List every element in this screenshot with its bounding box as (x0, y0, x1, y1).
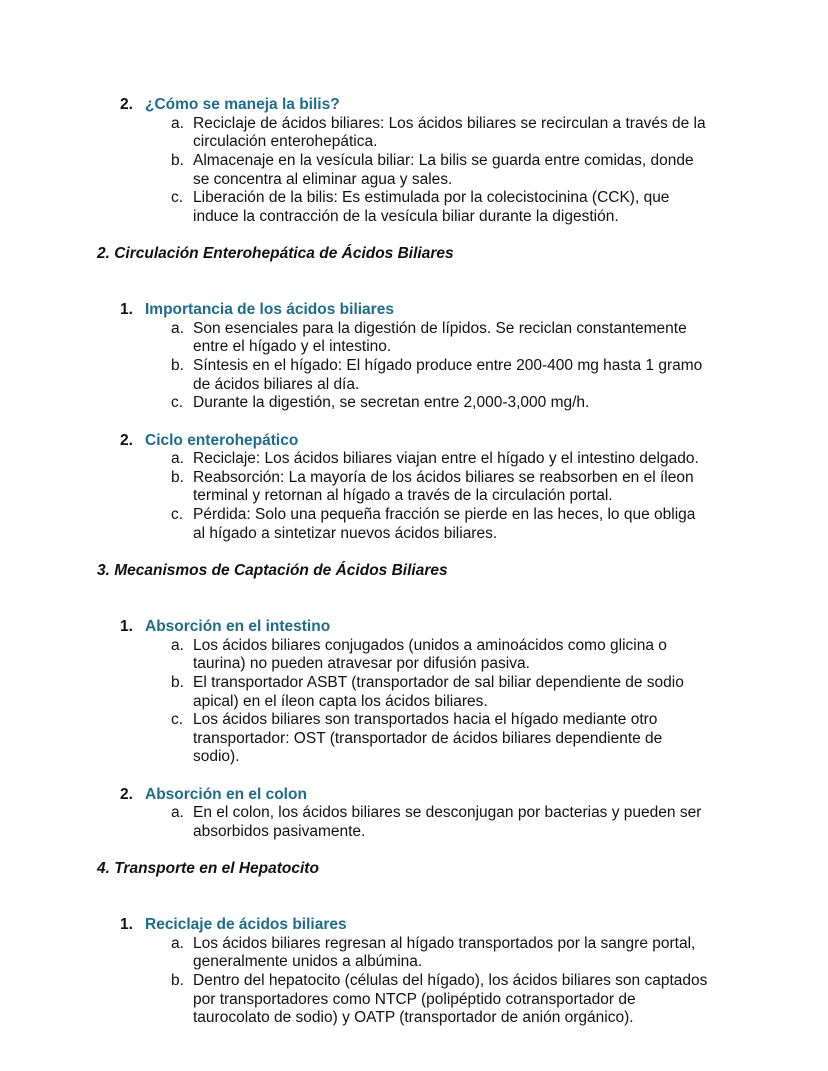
sub-item-line (0, 506, 828, 525)
sub-item-line (0, 376, 828, 395)
sub-item-line (0, 804, 828, 823)
item-number: 1. (120, 916, 133, 934)
sub-item-text: taurina) no pueden atravesar por difusión pasiva. (193, 655, 530, 673)
document-body (0, 96, 828, 1028)
sub-item-text: Reciclaje de ácidos biliares: Los ácidos biliares se recirculan a través de la (193, 114, 706, 132)
sub-item-line (0, 469, 828, 488)
sub-item-line (0, 730, 828, 749)
blank-line (0, 413, 828, 432)
sub-item-line (0, 953, 828, 972)
sub-item-text: En el colon, los ácidos biliares se desconjugan por bacterias y pueden ser (193, 804, 702, 822)
sub-item-line (0, 693, 828, 712)
sub-item-letter: a. (171, 114, 184, 132)
sub-item-line (0, 655, 828, 674)
item-title: Importancia de los ácidos biliares (145, 301, 394, 319)
blank-line (0, 226, 828, 245)
sub-item-letter: b. (171, 972, 184, 990)
list-item-heading (0, 618, 828, 637)
sub-item-line (0, 525, 828, 544)
sub-item-letter: b. (171, 468, 184, 486)
sub-item-text: Los ácidos biliares conjugados (unidos a aminoácidos como glicina o (193, 636, 667, 654)
sub-item-line (0, 189, 828, 208)
item-number: 2. (120, 96, 133, 113)
sub-item-text: se concentra al eliminar agua y sales. (193, 170, 453, 188)
sub-item-text: Durante la digestión, se secretan entre 2,000-3,000 mg/h. (193, 394, 590, 412)
sub-item-letter: a. (171, 934, 184, 952)
sub-item-letter: a. (171, 319, 184, 337)
sub-item-letter: a. (171, 804, 184, 822)
sub-item-letter: c. (171, 189, 184, 207)
sub-item-text: transportador: OST (transportador de ácidos biliares dependiente de (193, 729, 663, 747)
item-title: Absorción en el colon (145, 785, 307, 803)
sub-item-text: El transportador ASBT (transportador de sal biliar dependiente de sodio (193, 673, 684, 691)
sub-item-line (0, 133, 828, 152)
sub-item-text: al hígado a sintetizar nuevos ácidos biliares. (193, 524, 498, 542)
item-title: Absorción en el intestino (145, 617, 331, 635)
item-number: 1. (120, 301, 133, 319)
sub-item-text: induce la contracción de la vesícula biliar durante la digestión. (193, 207, 619, 225)
sub-item-letter: c. (171, 711, 184, 729)
sub-item-text: Pérdida: Solo una pequeña fracción se pierde en las heces, lo que obliga (193, 506, 696, 524)
sub-item-text: apical) en el íleon capta los ácidos biliares. (193, 692, 488, 710)
section-heading: 4. Transporte en el Hepatocito (97, 860, 319, 878)
blank-line (0, 842, 828, 861)
item-number: 1. (120, 617, 133, 635)
blank-line (0, 581, 828, 600)
sub-item-text: Los ácidos biliares son transportados hacia el hígado mediante otro (193, 711, 658, 729)
sub-item-line (0, 152, 828, 171)
sub-item-text: Reciclaje: Los ácidos biliares viajan entre el hígado y el intestino delgado. (193, 450, 699, 468)
item-number: 2. (120, 431, 133, 449)
sub-item-line (0, 972, 828, 991)
sub-item-line (0, 823, 828, 842)
blank-line (0, 543, 828, 562)
list-item-heading (0, 301, 828, 320)
sub-item-line (0, 674, 828, 693)
blank-line (0, 879, 828, 898)
sub-item-text: Dentro del hepatocito (células del hígado), los ácidos biliares son captados (193, 972, 708, 990)
sub-item-line (0, 171, 828, 190)
list-item-heading (0, 432, 828, 451)
blank-line (0, 264, 828, 283)
sub-item-line (0, 115, 828, 134)
sub-item-letter: b. (171, 356, 184, 374)
section-heading: 2. Circulación Enterohepática de Ácidos Biliares (97, 245, 454, 263)
sub-item-text: taurocolato de sodio) y OATP (transportador de anión orgánico). (193, 1009, 634, 1027)
sub-item-text: Liberación de la bilis: Es estimulada por la colecistocinina (CCK), que (193, 189, 670, 207)
sub-item-letter: c. (171, 506, 184, 524)
sub-item-text: sodio). (193, 748, 240, 766)
sub-item-line (0, 935, 828, 954)
sub-item-line (0, 748, 828, 767)
sub-item-line (0, 991, 828, 1010)
sub-item-text: absorbidos pasivamente. (193, 822, 366, 840)
sub-item-text: Síntesis en el hígado: El hígado produce entre 200-400 mg hasta 1 gramo (193, 356, 703, 374)
sub-item-letter: c. (171, 394, 184, 412)
sub-item-line (0, 711, 828, 730)
sub-item-text: generalmente unidos a albúmina. (193, 953, 423, 971)
sub-item-letter: b. (171, 151, 184, 169)
sub-item-line (0, 394, 828, 413)
item-title: Reciclaje de ácidos biliares (145, 916, 347, 934)
sub-item-text: de ácidos biliares al día. (193, 375, 360, 393)
sub-item-letter: a. (171, 450, 184, 468)
list-item-heading (0, 96, 828, 115)
sub-item-text: Reabsorción: La mayoría de los ácidos biliares se reabsorben en el íleon (193, 468, 694, 486)
item-number: 2. (120, 785, 133, 803)
sub-item-text: Son esenciales para la digestión de lípidos. Se reciclan constantemente (193, 319, 687, 337)
blank-line (0, 767, 828, 786)
sub-item-line (0, 338, 828, 357)
sub-item-line (0, 637, 828, 656)
blank-line (0, 282, 828, 301)
item-title: ¿Cómo se maneja la bilis? (145, 96, 340, 113)
blank-line (0, 898, 828, 917)
sub-item-line (0, 208, 828, 227)
item-title: Ciclo enterohepático (145, 431, 299, 449)
sub-item-text: por transportadores como NTCP (polipéptido cotransportador de (193, 990, 636, 1008)
list-item-heading (0, 786, 828, 805)
blank-line (0, 599, 828, 618)
sub-item-line (0, 450, 828, 469)
sub-item-line (0, 487, 828, 506)
sub-item-text: Los ácidos biliares regresan al hígado transportados por la sangre portal, (193, 934, 696, 952)
section-heading: 3. Mecanismos de Captación de Ácidos Biliares (97, 562, 448, 580)
sub-item-letter: b. (171, 673, 184, 691)
sub-item-text: Almacenaje en la vesícula biliar: La bilis se guarda entre comidas, donde (193, 151, 694, 169)
sub-item-text: circulación enterohepática. (193, 133, 378, 151)
sub-item-text: entre el hígado y el intestino. (193, 338, 392, 356)
sub-item-line (0, 320, 828, 339)
sub-item-line (0, 357, 828, 376)
sub-item-text: terminal y retornan al hígado a través de la circulación portal. (193, 487, 613, 505)
sub-item-line (0, 1009, 828, 1028)
sub-item-letter: a. (171, 636, 184, 654)
list-item-heading (0, 916, 828, 935)
